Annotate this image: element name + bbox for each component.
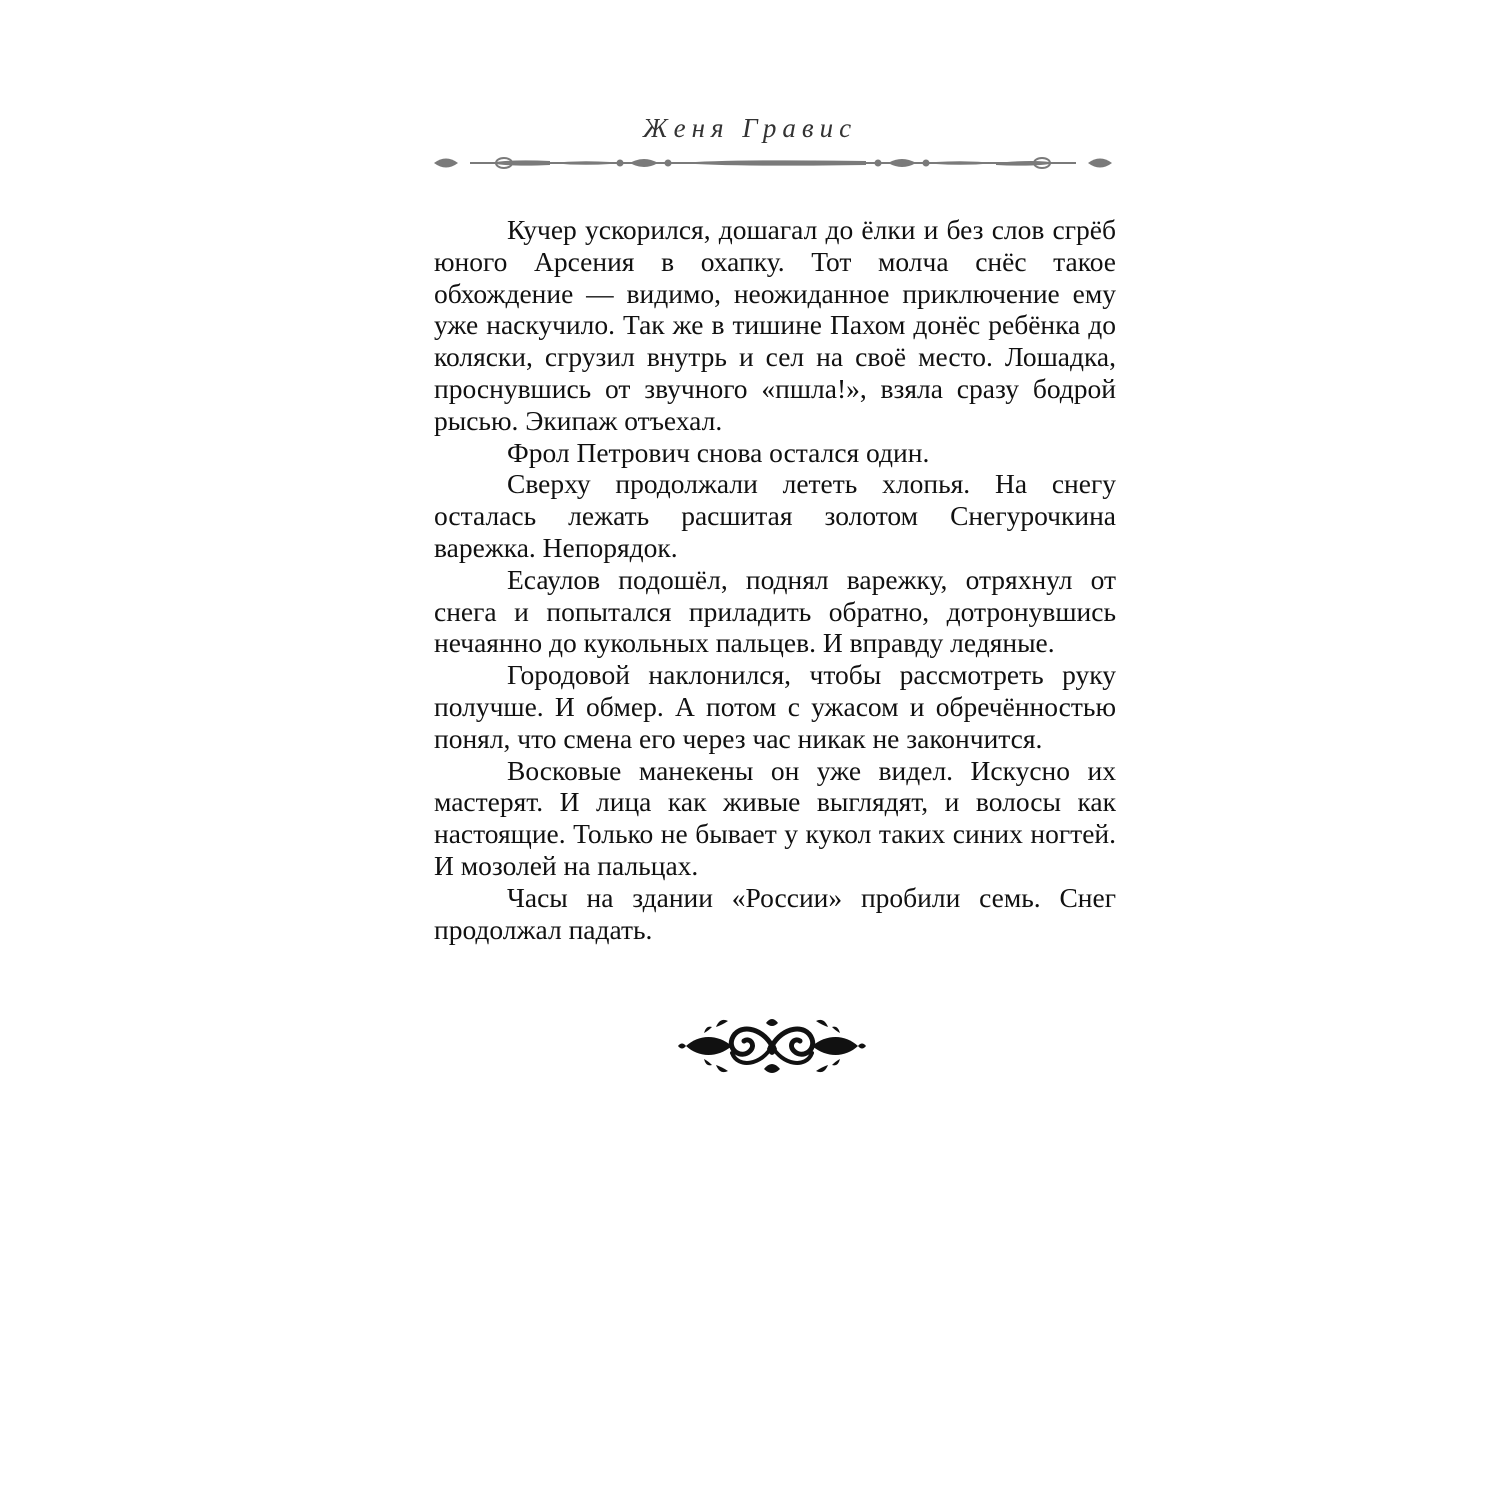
- paragraph: Восковые манекены он уже видел. Искусно их мастерят. И лица как живые выглядят, и волосы как настоящие. Только не бывает у кукол таких синих ногтей. И мозолей на пальцах.: [434, 754, 1116, 881]
- body-text: [434, 214, 1116, 945]
- paragraph: Часы на здании «России» пробили семь. Снег продолжал падать.: [434, 881, 1116, 945]
- paragraph: Кучер ускорился, дошагал до ёлки и без слов сгрёб юного Арсения в охапку. Тот молча снёс такое обхождение — видимо, неожиданное приключение ему уже наскучило. Так же в тишине Пахом донёс ребёнка до коляски, сгрузил внутрь и сел на своё место. Лошадка, проснувшись от звучного «пшла!», взяла сразу бодрой рысью. Экипаж отъехал.: [434, 214, 1116, 436]
- ornamental-rule-icon: [430, 150, 1116, 176]
- floral-vignette-icon: [676, 1013, 868, 1079]
- paragraph: Городовой наклонился, чтобы рассмотреть руку получше. И обмер. А потом с ужасом и обречённостью понял, что смена его через час никак не закончится.: [434, 659, 1116, 754]
- paragraph: Сверху продолжали лететь хлопья. На снегу осталась лежать расшитая золотом Снегурочкина варежка. Непорядок.: [434, 468, 1116, 563]
- paragraph: Фрол Петрович снова остался один.: [507, 436, 930, 468]
- running-title: Женя Гравис: [642, 113, 858, 143]
- paragraph: Есаулов подошёл, поднял варежку, отряхнул от снега и попытался приладить обратно, дотронувшись нечаянно до кукольных пальцев. И вправду ледяные.: [434, 563, 1116, 659]
